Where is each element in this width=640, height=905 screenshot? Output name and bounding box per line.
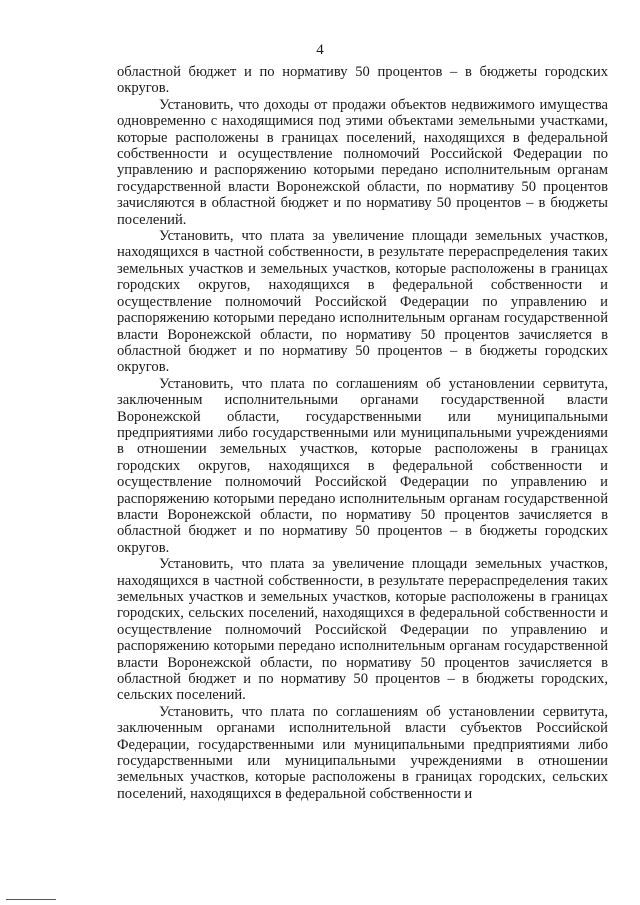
document-body bbox=[117, 64, 608, 802]
paragraph: областной бюджет и по нормативу 50 процентов – в бюджеты городских округов. bbox=[117, 64, 608, 97]
footer-rule bbox=[6, 899, 56, 900]
paragraph: Установить, что доходы от продажи объектов недвижимого имущества одновременно с находящимися под этими объектами земельными участками, которые расположены в границах поселений, находящихся в федеральной собственности и осуществление полномочий Российской Федерации по управлению и распоряжению которыми передано исполнительным органам государственной власти Воронежской области, по нормативу 50 процентов зачисляются в областной бюджет и по нормативу 50 процентов – в бюджеты поселений. bbox=[117, 96, 608, 228]
paragraph: Установить, что плата по соглашениям об установлении сервитута, заключенным органами исполнительной власти субъектов Российской Федерации, государственными или муниципальными предприятиями либо государственными или муниципальными учреждениями в отношении земельных участков, которые расположены в границах городских, сельских поселений, находящихся в федеральной собственности и bbox=[117, 703, 608, 802]
page-number: 4 bbox=[316, 42, 324, 58]
paragraph: Установить, что плата за увеличение площади земельных участков, находящихся в частной собственности, в результате перераспределения таких земельных участков и земельных участков, которые расположены в границах городских округов, находящихся в федеральной собственности и осуществление полномочий Российской Федерации по управлению и распоряжению которыми передано исполнительным органам государственной власти Воронежской области, по нормативу 50 процентов зачисляется в областной бюджет и по нормативу 50 процентов – в бюджеты городских округов. bbox=[117, 228, 608, 376]
paragraph: Установить, что плата за увеличение площади земельных участков, находящихся в частной собственности, в результате перераспределения таких земельных участков и земельных участков, которые расположены в границах городских, сельских поселений, находящихся в федеральной собственности и осуществление полномочий Российской Федерации по управлению и распоряжению которыми передано исполнительным органам государственной власти Воронежской области, по нормативу 50 процентов зачисляется в областной бюджет и по нормативу 50 процентов – в бюджеты городских, сельских поселений. bbox=[117, 556, 608, 704]
paragraph: Установить, что плата по соглашениям об установлении сервитута, заключенным исполнительными органами государственной власти Воронежской области, государственными или муниципальными предприятиями либо государственными или муниципальными учреждениями в отношении земельных участков, которые расположены в границах городских округов, находящихся в федеральной собственности и осуществление полномочий Российской Федерации по управлению и распоряжению которыми передано исполнительным органам государственной власти Воронежской области, по нормативу 50 процентов зачисляется в областной бюджет и по нормативу 50 процентов – в бюджеты городских округов. bbox=[117, 375, 608, 556]
